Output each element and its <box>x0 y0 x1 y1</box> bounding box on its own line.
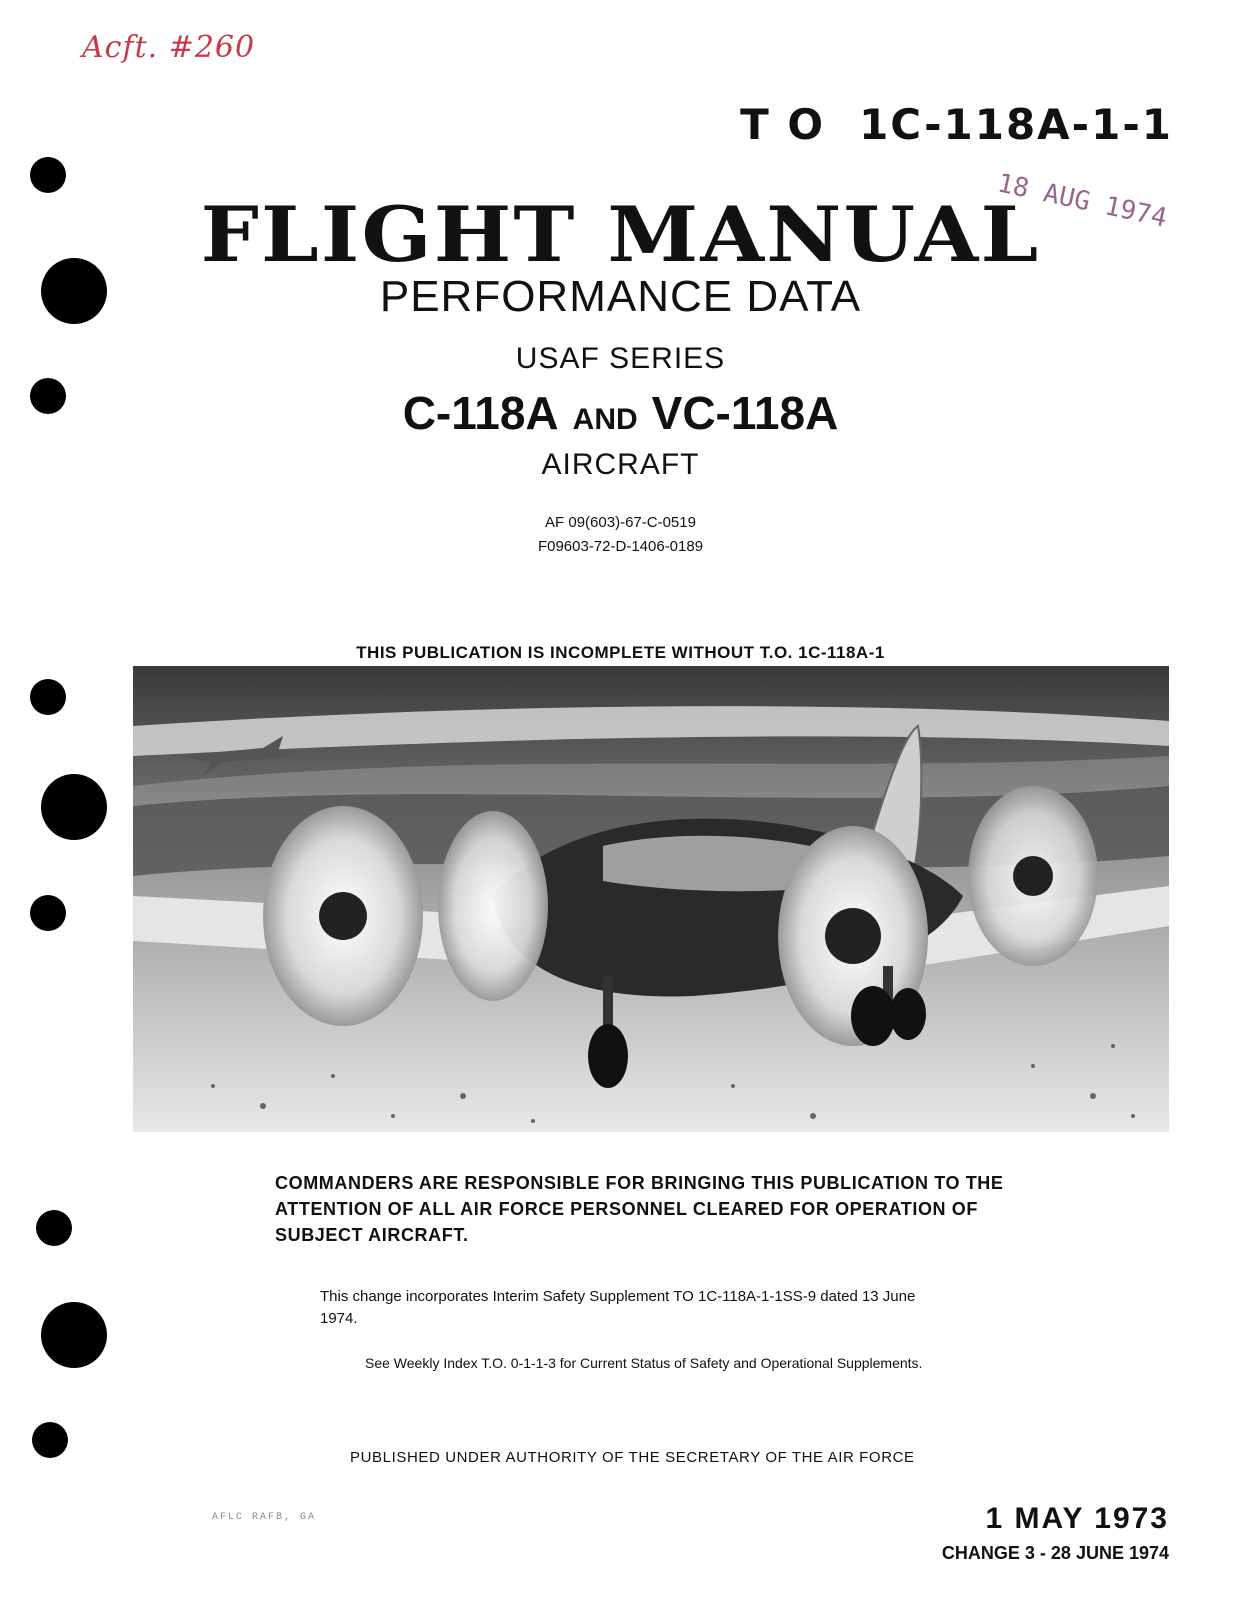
manual-title: FLIGHT MANUAL <box>200 190 1041 279</box>
binder-hole-1 <box>30 157 66 193</box>
to-number: 1C-118A-1-1 <box>859 100 1173 149</box>
printer-mark: AFLC RAFB, GA <box>212 1512 317 1523</box>
contract-number-1: AF 09(603)-67-C-0519 <box>545 514 696 531</box>
binder-hole-7 <box>36 1210 72 1246</box>
aircraft-label: AIRCRAFT <box>541 448 700 481</box>
contract-number-2: F09603-72-D-1406-0189 <box>537 538 704 555</box>
binder-hole-8 <box>41 1302 107 1368</box>
handwritten-aircraft-number: Acft. #260 <box>82 30 256 65</box>
change-note: This change incorporates Interim Safety Supplement TO 1C-118A-1-1SS-9 dated 13 June 1974. <box>320 1288 916 1327</box>
model-connector: AND <box>572 403 638 436</box>
received-date-stamp: 18 AUG 1974 <box>994 168 1170 234</box>
binder-hole-6 <box>30 895 66 931</box>
authority-statement: PUBLISHED UNDER AUTHORITY OF THE SECRETARY OF THE AIR FORCE <box>350 1449 915 1466</box>
technical-order-number <box>740 100 1173 149</box>
binder-hole-4 <box>30 679 66 715</box>
model-a: C-118A <box>402 387 559 439</box>
series-label: USAF SERIES <box>515 342 726 375</box>
to-prefix: T O <box>740 100 826 149</box>
weekly-index-note: See Weekly Index T.O. 0-1-1-3 for Current Status of Safety and Operational Supplements. <box>365 1355 923 1371</box>
binder-hole-5 <box>41 774 107 840</box>
model-b: VC-118A <box>651 387 839 439</box>
aircraft-models <box>0 386 1241 440</box>
publication-date: 1 MAY 1973 <box>985 1502 1169 1535</box>
commanders-notice: COMMANDERS ARE RESPONSIBLE FOR BRINGING THIS PUBLICATION TO THE ATTENTION OF ALL AIR FORCE PERSONNEL CLEARED FOR OPERATION OF SUBJECT AIRCRAFT. <box>275 1173 1004 1245</box>
incomplete-notice: THIS PUBLICATION IS INCOMPLETE WITHOUT T.O. 1C-118A-1 <box>356 643 885 662</box>
change-date: CHANGE 3 - 28 JUNE 1974 <box>941 1543 1169 1563</box>
manual-subtitle: PERFORMANCE DATA <box>379 272 862 321</box>
aircraft-photo <box>133 666 1169 1132</box>
binder-hole-9 <box>32 1422 68 1458</box>
